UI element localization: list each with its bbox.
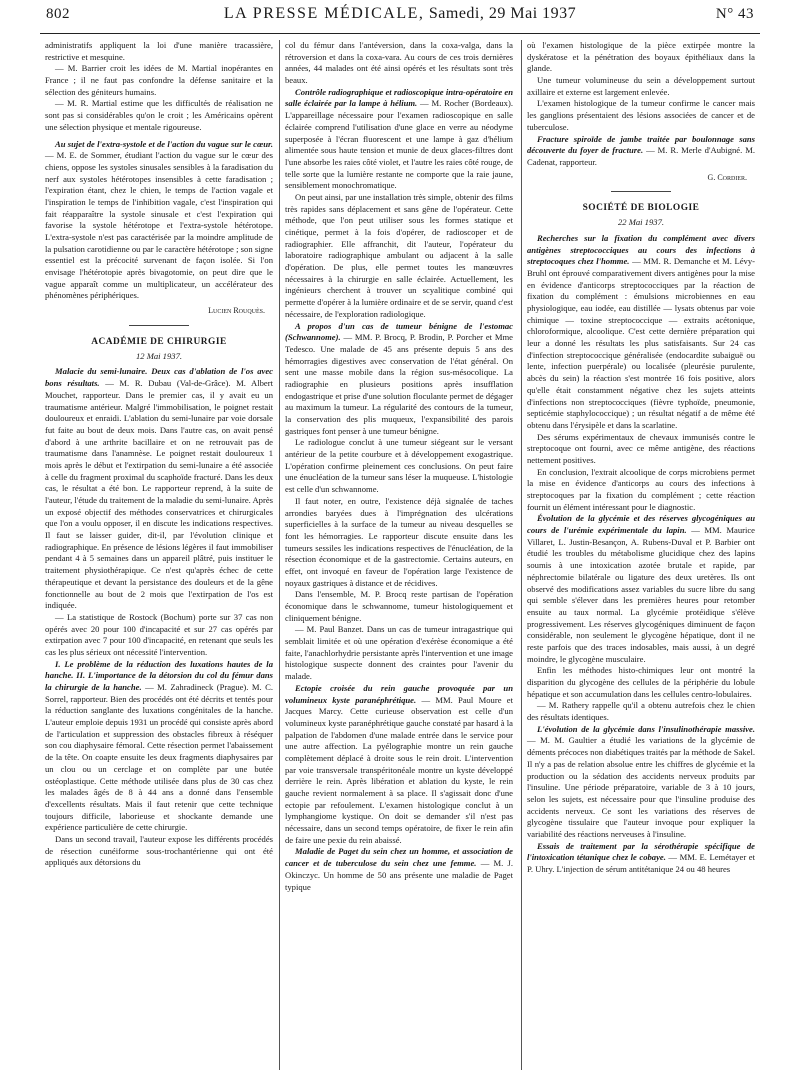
article-body: — MM. R. Demanche et M. Lévy-Bruhl ont éprouvé comparativement divers antigènes pour la mise en évidence d'anticorps streptococciques par la réaction de fixation du complément : émulsions microbiennes en eau physiologique, eau iodée, eau distillée — lysats obtenus par voie chimique — toxine streptococcique — extraits acétonique, chloroformique, alcoolique. C'est cette dernière préparation qui leur a donné les résultats les plus satisfaisants. Sur 24 cas d'infection streptococcique généralisée (endocardite subaiguë ou lente, infection puerpérale) ou localisée (pleurésie purulente, abcès du sein) la réaction s'est montrée 16 fois positive, alors qu'elle était constamment négative chez les sujets atteints d'infections non streptococciques (fièvre typhoïde, pneumonie, septicémie staphylococcique) ; un résultat négatif a de même été obtenu dans l'érysipèle et dans la scarlatine. — [527, 256, 755, 430]
article-body: — MM. E. Lemétayer et P. Uhry. L'injection de sérum antitétanique 24 ou 48 heures — [527, 852, 755, 875]
article-title: II. L'importance de la détorsion du col du fémur dans la chirurgie de la hanche. — [45, 670, 273, 693]
article-body: — M. R. Dubau (Val-de-Grâce). M. Albert Mouchet, rapporteur. Dans le premier cas, il y avait eu un traumatisme antérieur. Malgré l'immobilisation, le poignet restait douloureux et enraidi. L'ablation du semi-lunaire par voie dorsale fut faite au bout de deux mois. Dans l'autre cas, on avait pensé d'abord à une arthrite bacillaire et on ne retrouvait pas de traumatisme dans l'anamnèse. Le poignet restait douloureux 1 mois après le début et l'extirpation du semi-lunaire a été associée à celle du fragment proximal du scaphoïde fracturé. Dans les deux cas, le résultat a été bon. Le rapporteur reprend, à la suite de l'auteur, l'étude du traitement de la maladie du semi-lunaire. Après un exposé objectif des méthodes conservatrices et chirurgicales que l'on a voulu opposer, il en discute les indications respectives. Il faut se laisser guider, dit-il, par l'évolution clinique et radiographique. En présence de lésions légères il faut immobiliser pendant 4 à 5 semaines dans un appareil plâtré, puis instituer le traitement physiothérapique. Ce n'est qu'après échec de cette thérapeutique et devant la persistance des douleurs et de la gêne fonctionnelle au bout de 2 mois que l'extirpation de l'os est indiquée. — [45, 378, 273, 611]
article-body: — MM. Maurice Villaret, L. Justin-Besançon, A. Rubens-Duval et P. Barbier ont étudié les troubles du métabolisme glucidique chez des lapins soumis à une intoxication azotée brutale et rapide, par néphrectomie bilatérale ou ligature des deux uretères. Ils ont observé des modifications assez variables du sucre libre du sang qui semble s'élever dans les premières heures pour retomber ensuite au taux normal. La glycémie protéidique s'élève progressivement. Les réserves glycogéniques diminuent de façon considérable, non seulement le glycogène hépatique, dont il ne reste parfois que des traces indosables, mais aussi, à un degré moindre, le glycogène musculaire. — [527, 525, 755, 664]
article-body: — M. Rocher (Bordeaux). L'appareillage nécessaire pour l'examen radioscopique en salle éclairée comprend l'utilisation d'une glace en verre au néodyme superposée à l'écran fluorescent et une lampe à gaz d'hélium alimentée sous haute tension et munie de deux glaces-filtres dont l'une absorbe les raies côté violet, et l'autre les raies côté rouge, de telle sorte que la lumière restante ne comporte que la raie jaune, sensiblement monochromatique. — [285, 98, 513, 191]
section-heading: ACADÉMIE DE CHIRURGIE — [91, 337, 227, 347]
paragraph: Dans un second travail, l'auteur expose les différents procédés de résection cunéiforme sous-trochantérienne qui ont été appliqués aux détorsions du — [45, 833, 273, 868]
article — [527, 134, 755, 169]
article-title: A propos d'un cas de tumeur bénigne de l'estomac (Schwannome). — [285, 320, 513, 343]
article-title: I. Le problème de la réduction des luxations hautes de la hanche. — [45, 658, 273, 681]
column-3 — [527, 40, 755, 876]
article — [45, 139, 273, 303]
page-number: 802 — [46, 6, 70, 22]
article-title: Évolution de la glycémie et des réserves glycogéniques au cours de l'urémie expérimentale du lapin. — [527, 513, 755, 536]
article — [527, 841, 755, 876]
paragraph: où l'examen histologique de la pièce extirpée montre la dyskératose et la pénétration des boyaux épithéliaux dans la glande. — [527, 40, 755, 74]
header-rule — [40, 33, 760, 34]
article-title: Au sujet de l'extra-systole et de l'action du vague sur le cœur. — [55, 138, 273, 149]
paragraph: — La statistique de Rostock (Bochum) porte sur 37 cas non opérés avec 20 pour 100 d'incapacité et sur 27 cas opérés par extirpation avec 7 pour 100 d'incapacité, en retenant que seuls les cas les plus sérieux ont nécessité l'intervention. — [45, 611, 273, 657]
column-1 — [45, 40, 273, 869]
paragraph: col du fémur dans l'antéversion, dans la coxa-valga, dans la rétroversion et dans la coxa-vara. Au cours de ces trois dernières années, 44 malades ont été ainsi opérés et les résultats sont très beaux. — [285, 40, 513, 86]
paragraph: En conclusion, l'extrait alcoolique de corps microbiens permet la mise en évidence d'anticorps au cours des infections à streptocoques par la fixation du complément ; cette réaction fournit un élément intéressant pour le diagnostic. — [527, 466, 755, 512]
article — [285, 683, 513, 847]
article — [285, 846, 513, 893]
paragraph: administratifs appliquent la loi d'une manière tracassière, restrictive et mesquine. — [45, 40, 273, 62]
article — [285, 321, 513, 438]
masthead — [40, 5, 760, 23]
paragraph: Une tumeur volumineuse du sein a développement surtout axillaire et externe est largement enlevée. — [527, 75, 755, 97]
author-signature: Lucien Rouquès. — [208, 306, 265, 316]
paragraph: — M. Paul Banzet. Dans un cas de tumeur intragastrique qui semblait limitée et où une opération d'exérèse économique a été faite, l'anachlorhydrie persistante après l'intervention et une image histologique suspecte donnent des craintes pour l'avenir du malade. — [285, 624, 513, 682]
paragraph: Des sérums expérimentaux de chevaux immunisés contre le streptocoque ont fourni, avec ce même antigène, des réactions nettement positives. — [527, 431, 755, 465]
section-heading: SOCIÉTÉ DE BIOLOGIE — [582, 203, 700, 214]
paragraph: On peut ainsi, par une installation très simple, obtenir des films très rapides sans déplacement et sans gêne de l'opérateur. Cette méthode, que l'on peut utiliser sous les formes statique et cinétique, permet à la fois d'opérer, de radioscoper et de radiographier. Elle affranchit, dit l'auteur, l'opérateur du laboratoire radiographique ambulant ou adjacent à la salle d'opération. De plus, elle permet toutes les manœuvres nécessaires à la chirurgie en salle éclairée. Actuellement, les ingénieurs cherchent à trouver un scyalitique combiné qui permette d'opérer à la lumière ordinaire et de se servir, quand c'est nécessaire, de l'exploration radiologique. — [285, 191, 513, 319]
column-divider — [521, 40, 522, 1070]
article-body: — M. E. de Sommer, étudiant l'action du vague sur le cœur des chiens, oppose les systoles sinusales sensibles à la faradisation du nerf aux systoles hétérotopes insensibles à cette faradisation ; l'expiration étant, chez le chien, le temps de l'action vagale et l'inspiration le temps de l'inhibition vagale, c'est l'inspiration qui fait réapparaître la systole sinusale et c'est l'expiration qui favorise la systole hétérotope et l'extra-systole hétérotope. L'extra-systole n'est pas caractérisée par la moindre amplitude de la pulsation carotidienne ou par le caractère hétérotope ; son signe essentiel est la précocité survenant de façon isolée. Si l'on envisage l'hétérotopie après bivagotomie, on peut dire que le vague apparaît comme un multiplicateur, un accélérateur des phénomènes périphériques. — [45, 150, 273, 301]
article — [45, 659, 273, 834]
issue-date: Samedi, 29 Mai 1937 — [428, 5, 577, 22]
paragraph: — M. Barrier croit les idées de M. Martial inopérantes en France ; il ne faut pas confondre la défense sanitaire et la sélection des géniteurs humains. — [45, 63, 273, 97]
article-body: — M. R. Merle d'Aubigné. M. Cadenat, rapporteur. — [527, 145, 755, 167]
article-body: — MM. Paul Moure et Jacques Marcy. Cette curieuse observation est celle d'un volumineux kyste paranéphrétique gauche constaté par hasard à la palpation de l'abdomen d'une malade entrée dans le service pour une autre affection. La pyélographie montre un rein gauche complètement déplacé à droite sous le rein droit. L'intervention par voie transversale transpéritonéale montre un kyste développé derrière le rein. Après libération et ablation du kyste, le rein gauche revient normalement à sa place. Il s'agissait donc d'une ectopie par refoulement. L'examen histologique conclut à un lymphangiome kystique. On doit se demander s'il n'est pas nécessaire, dans un second temps opératoire, de fixer le rein afin de faire une pexie du rein abaissé. — [285, 694, 514, 845]
article-body: — M. J. Okinczyc. Un homme de 50 ans présente une maladie de Paget typique — [285, 858, 513, 892]
issue-number: N° 43 — [715, 6, 754, 22]
article — [285, 87, 513, 192]
article-body: — M. Zahradineck (Prague). M. C. Sorrel, rapporteur. Bien des procédés ont été décrits et tentés pour la réduction sanglante des luxations congénitales de la hanche. L'auteur emploie depuis 1931 un procédé qui consiste après abord de l'articulation et suppression des obstacles fibreux à réséquer son cou diaphysaire fémoral. Cette résection permet l'abaissement de la tête. On coapte ensuite les deux fragments diaphysaires par un clou ou un cerclage et on complète par une butée ostéoplastique. Cette méthode utilisée dans plus de 30 cas chez les malades âgés de 8 à 44 ans a donné dans l'ensemble d'excellents résultats. Mais il faut retenir que cette technique toujours difficile, laborieuse et shockante demande une expérience particulière de cette chirurgie. — [45, 682, 273, 833]
article-body: — M. M. Gaultier a étudié les variations de la glycémie de déments précoces non diabétiques traités par la méthode de Sakel. Il n'y a pas de relation absolue entre les chiffres de glycémie et la production ou la sédation des accidents nerveux produits par l'insuline. Une période préparatoire, variable de 3 à 10 jours, selon les sujets, est nécessaire pour que l'insuline produise des accidents nerveux. Ce sont les variations des réserves de glycogène tissulaire que l'auteur invoque pour expliquer la variabilité des réactions nerveuses à l'insuline. — [527, 735, 755, 839]
paragraph: L'examen histologique de la tumeur confirme le cancer mais les ganglions présentaient des lésions associées de cancer et de tuberculose. — [527, 98, 755, 132]
article — [527, 724, 755, 841]
article-title: Recherches sur la fixation du complément avec divers antigènes streptococciques au cours des infections à streptocoques chez l'homme. — [527, 232, 755, 267]
article — [45, 366, 273, 611]
article — [527, 233, 755, 432]
article-title: Ectopie croisée du rein gauche provoquée par un volumineux kyste paranéphrétique. — [285, 682, 513, 705]
article-title: Essais de traitement par la sérothérapie spécifique de l'intoxication tétanique chez le cobaye. — [527, 840, 755, 863]
column-divider — [279, 40, 280, 1070]
divider — [129, 325, 189, 326]
paragraph: — M. Rathery rappelle qu'il a obtenu autrefois chez le chien des résultats identiques. — [527, 700, 755, 723]
article-title: Malacie du semi-lunaire. Deux cas d'ablation de l'os avec bons résultats. — [45, 366, 273, 389]
paragraph: Enfin les méthodes histo-chimiques leur ont montré la disparition du glycogène des cellules de la périphérie du lobule hépatique et son accumulation dans les cellules centro-lobulaires. — [527, 665, 755, 699]
article-body: — MM. P. Brocq, P. Brodin, P. Porcher et Mme Tedesco. Une malade de 45 ans présente depuis 5 ans des hémorragies digestives avec conservation de l'état général. On sent une masse mobile dans la région sus-mésocolique. La radiographie en plusieurs positions après insufflation endogastrique et prise d'une solution floculante permet de dégager au maximum la tumeur. La régularité des contours de la tumeur, la conservation des plis muqueux, l'expansibilité des parois gastriques font penser à une tumeur bénigne. — [285, 332, 513, 436]
article — [527, 513, 755, 665]
page-header — [40, 2, 760, 24]
section-date: 22 Mai 1937. — [617, 217, 665, 228]
article-title: Maladie de Paget du sein chez un homme, et association de cancer et de tuberculose du sein chez une femme. — [285, 846, 513, 869]
divider — [611, 191, 671, 192]
column-2 — [285, 40, 513, 893]
paragraph: Il faut noter, en outre, l'existence déjà signalée de taches arrondies baryées dues à l'imprégnation des ulcérations superficielles à la surface de la tumeur au niveau desquelles se font les hémorragies. Le rapporteur discute ensuite dans les tumeurs sessiles les indications respectives de l'énucléation, de la résection économique et de la gastrectomie. Certains auteurs, en effet, ont invoqué en faveur de l'opération large l'existence de noyaux gastriques à distance et de récidives. — [285, 495, 513, 588]
paragraph: Le radiologue conclut à une tumeur siégeant sur le versant antérieur de la petite courbure et à développement exogastrique. L'opération confirme pleinement ces conclusions. On peut faire une énucléation de la tumeur sans léser la muqueuse. L'histologie est celle d'un schwannome. — [285, 437, 513, 495]
article-title: L'évolution de la glycémie dans l'insulinothérapie massive. — [537, 723, 755, 734]
paragraph: — M. R. Martial estime que les difficultés de réalisation ne sont pas si considérables qu'on le croit ; les Américains opèrent une sélection physique et mentale rigoureuse. — [45, 98, 273, 132]
article-title: Contrôle radiographique et radioscopique intra-opératoire en salle éclairée par la lampe à hélium. — [285, 86, 513, 109]
paragraph: Dans l'ensemble, M. P. Brocq reste partisan de l'opération économique dans le schwannome, tumeur histologiquement et cliniquement bénigne. — [285, 589, 513, 623]
journal-title: LA PRESSE MÉDICALE, — [223, 5, 425, 22]
article-title: Fracture spiroïde de jambe traitée par boulonnage sans découverte du foyer de fracture. — [527, 133, 755, 156]
author-signature: G. Cordier. — [707, 172, 747, 182]
section-date: 12 Mai 1937. — [135, 350, 183, 361]
